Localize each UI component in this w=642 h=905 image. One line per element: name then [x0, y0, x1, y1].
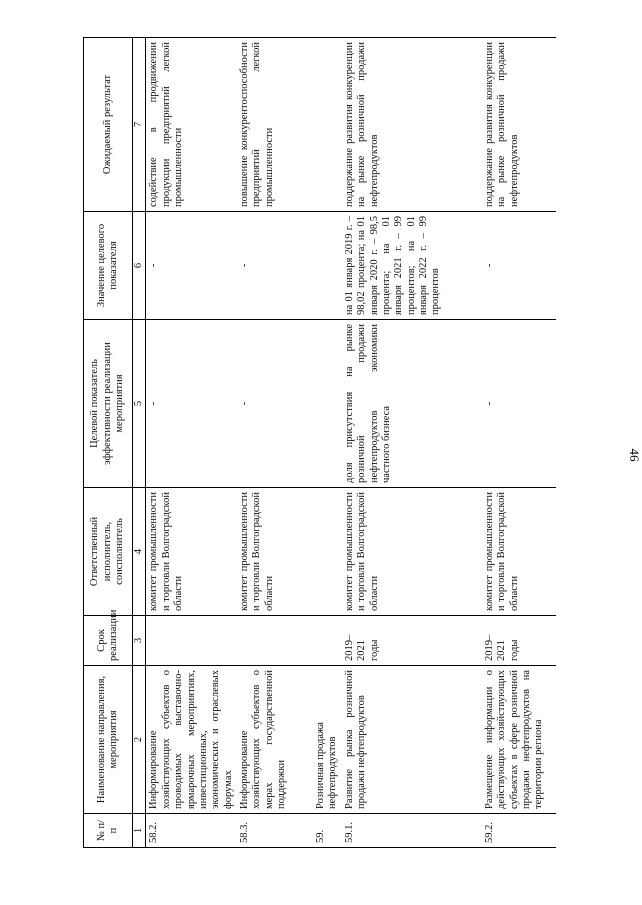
- cell-measure: Информирование хозяйствующих субъектов о проводимых выставочно-ярмарочных мероприятиях, инвестиционных, экономических и отраслевых форумах: [146, 666, 237, 814]
- column-number: 3: [133, 616, 146, 666]
- cell-executor: комитет промышленности и торговли Волгоградской области: [237, 488, 313, 616]
- header-cell: Значение целевого показателя: [84, 212, 133, 320]
- cell-executor: комитет промышленности и торговли Волгоградской области: [146, 488, 237, 616]
- column-number: 6: [133, 212, 146, 320]
- cell-number: 58.3.: [237, 814, 313, 848]
- column-number: 5: [133, 320, 146, 488]
- header-cell: Наименование направления, мероприятия: [84, 666, 133, 814]
- cell-result: повышение конкурентоспособности предприятий легкой промышленности: [237, 38, 313, 212]
- header-cell: Ответственный исполнитель, соисполнитель: [84, 488, 133, 616]
- cell-indicator: -: [237, 320, 313, 488]
- cell-period: 2019–2021 годы: [342, 616, 482, 666]
- cell-period: [313, 616, 342, 666]
- header-cell: Ожидаемый результат: [84, 38, 133, 212]
- table-row: [146, 38, 237, 848]
- cell-value: на 01 января 2019 г. – 98,02 процента; на 01 января 2020 г. – 98,5 процента; на 01 января 2021 г. – 99 процентов; на 01 января 2022 г. – 99 процентов: [342, 212, 482, 320]
- header-cell: Целевой показатель эффективности реализации мероприятия: [84, 320, 133, 488]
- cell-indicator: -: [482, 320, 556, 488]
- cell-number: 59.2.: [482, 814, 556, 848]
- cell-result: содействие в продвижении продукции предприятий легкой промышленности: [146, 38, 237, 212]
- cell-period: 2019–2021 годы: [482, 616, 556, 666]
- column-number: 1: [133, 814, 146, 848]
- cell-executor: [313, 488, 342, 616]
- header-cell: № п/п: [84, 814, 133, 848]
- cell-result: поддержание развития конкуренции на рынке розничной продажи нефтепродуктов: [342, 38, 482, 212]
- column-number: 2: [133, 666, 146, 814]
- cell-value: -: [482, 212, 556, 320]
- cell-value: -: [237, 212, 313, 320]
- cell-number: 59.1.: [342, 814, 482, 848]
- table-row: [342, 38, 482, 848]
- cell-executor: комитет промышленности и торговли Волгоградской области: [342, 488, 482, 616]
- measures-table: [83, 37, 556, 848]
- cell-value: [313, 212, 342, 320]
- cell-measure: Развитие рынка розничной продажи нефтепродуктов: [342, 666, 482, 814]
- page-number: 46: [627, 448, 642, 462]
- column-number: 4: [133, 488, 146, 616]
- cell-period: [146, 616, 237, 666]
- cell-number: 59.: [313, 814, 342, 848]
- cell-result: [313, 38, 342, 212]
- cell-indicator: доля присутствия на рынке розничной продажи нефтепродуктов экономики частного бизнеса: [342, 320, 482, 488]
- table-row: [237, 38, 313, 848]
- rotated-table-container: [83, 38, 545, 848]
- cell-result: поддержание развития конкуренции на рынке розничной продажи нефтепродуктов: [482, 38, 556, 212]
- cell-indicator: -: [146, 320, 237, 488]
- cell-executor: комитет промышленности и торговли Волгоградской области: [482, 488, 556, 616]
- header-cell: Срок реализации: [84, 616, 133, 666]
- cell-measure: Информирование хозяйствующих субъектов о мерах государственной поддержки: [237, 666, 313, 814]
- cell-value: -: [146, 212, 237, 320]
- cell-measure: Размещение информации о действующих хозяйствующих субъектах в сфере розничной продажи нефтепродуктов на территории региона: [482, 666, 556, 814]
- cell-measure: Розничная продажа нефтепродуктов: [313, 666, 342, 814]
- cell-period: [237, 616, 313, 666]
- table-row: [482, 38, 556, 848]
- table-row: [313, 38, 342, 848]
- cell-indicator: [313, 320, 342, 488]
- cell-number: 58.2.: [146, 814, 237, 848]
- column-number: 7: [133, 38, 146, 212]
- column-number-row: [133, 38, 146, 848]
- header-row: [84, 38, 133, 848]
